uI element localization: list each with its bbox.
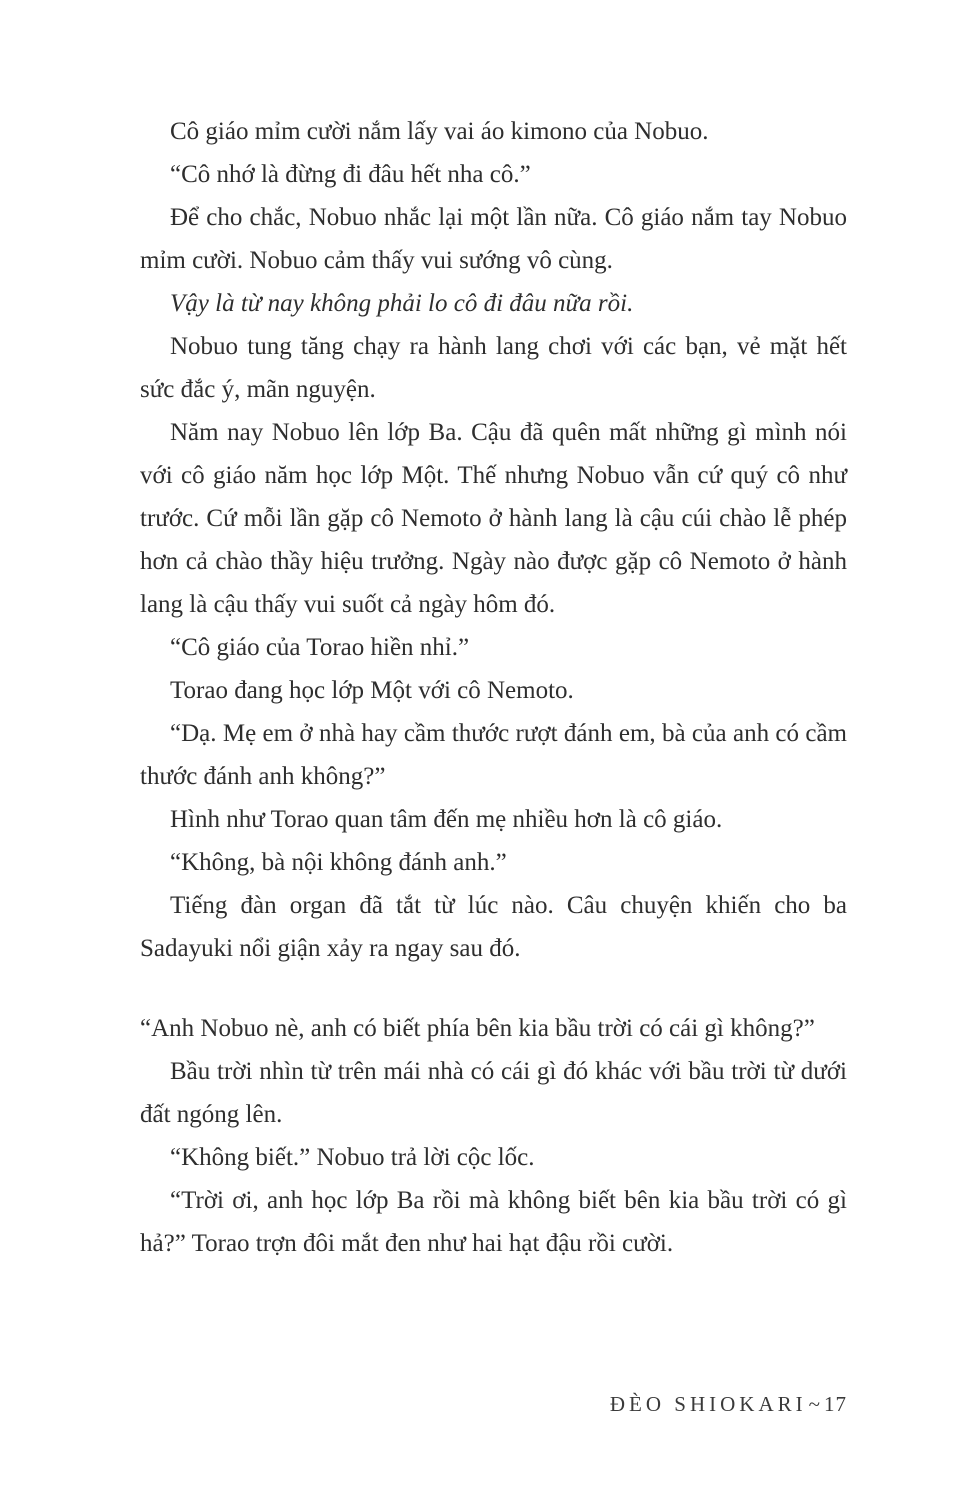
page-footer (610, 1392, 847, 1417)
paragraph: Năm nay Nobuo lên lớp Ba. Cậu đã quên mất những gì mình nói với cô giáo năm học lớp Một. Thế nhưng Nobuo vẫn cứ quý cô như trước. Cứ mỗi lần gặp cô Nemoto ở hành lang là cậu cúi chào lễ phép hơn cả chào thầy hiệu trưởng. Ngày nào được gặp cô Nemoto ở hành lang là cậu thấy vui suốt cả ngày hôm đó. (140, 419, 847, 618)
paragraph: “Anh Nobuo nè, anh có biết phía bên kia bầu trời có cái gì không?” (140, 1015, 815, 1042)
paragraph: “Cô nhớ là đừng đi đâu hết nha cô.” (170, 161, 531, 188)
paragraph: Bầu trời nhìn từ trên mái nhà có cái gì đó khác với bầu trời từ dưới đất ngóng lên. (140, 1058, 847, 1128)
footer-separator: ~ (808, 1392, 820, 1416)
paragraph: “Cô giáo của Torao hiền nhỉ.” (170, 634, 470, 661)
paragraph: Cô giáo mỉm cười nắm lấy vai áo kimono của Nobuo. (170, 118, 709, 145)
paragraph: Torao đang học lớp Một với cô Nemoto. (170, 677, 574, 704)
paragraph: Hình như Torao quan tâm đến mẹ nhiều hơn là cô giáo. (170, 806, 723, 833)
paragraph: Vậy là từ nay không phải lo cô đi đâu nữa rồi. (170, 290, 634, 317)
paragraph: “Không biết.” Nobuo trả lời cộc lốc. (170, 1144, 535, 1171)
paragraph: “Không, bà nội không đánh anh.” (170, 849, 507, 876)
page-number: 17 (824, 1392, 847, 1416)
page-text (140, 110, 847, 1265)
paragraph: Để cho chắc, Nobuo nhắc lại một lần nữa. Cô giáo nắm tay Nobuo mỉm cười. Nobuo cảm thấy vui sướng vô cùng. (140, 204, 847, 274)
paragraph: “Dạ. Mẹ em ở nhà hay cầm thước rượt đánh em, bà của anh có cầm thước đánh anh không?” (140, 720, 847, 790)
paragraph: “Trời ơi, anh học lớp Ba rồi mà không biết bên kia bầu trời có gì hả?” Torao trợn đôi mắt đen như hai hạt đậu rồi cười. (140, 1187, 847, 1257)
paragraph: Tiếng đàn organ đã tắt từ lúc nào. Câu chuyện khiến cho ba Sadayuki nổi giận xảy ra ngay sau đó. (140, 892, 847, 962)
paragraph: Nobuo tung tăng chạy ra hành lang chơi với các bạn, vẻ mặt hết sức đắc ý, mãn nguyện. (140, 333, 847, 403)
running-title: ĐÈO SHIOKARI (609, 1392, 807, 1416)
